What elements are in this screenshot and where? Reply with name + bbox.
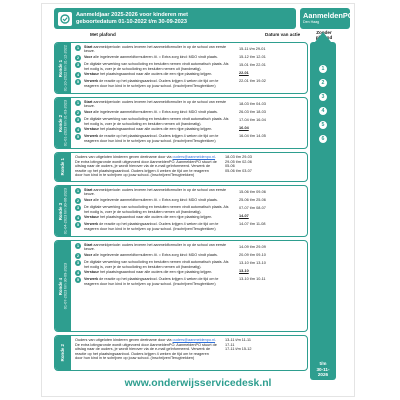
timeline-end-label: t/m 30-11- 2026 <box>316 361 330 377</box>
date-value: 26-03 t/m 18-03 <box>239 109 266 114</box>
date-value: 13-10 <box>239 268 249 273</box>
email-link[interactable]: ouders@aanmeldenpo.nl <box>172 338 216 342</box>
column-heading-zonder: Zonder plafond <box>315 30 333 41</box>
date-value: 25-06 t/m 25-06 <box>239 197 266 202</box>
info-text: Ouders van uitgeloten kinderen geven deelname door via ouders@aanmeldenpo.nl. De extra lotingsronde wordt uitgevoerd door AanmeldenPO. AanmeldenPO stuurt de uitslag naar de ouders, je wordt hierover via de e-mail geïnformeerd. Verwerk de reactie op het plaatsingsaanbod. Ouders krijgen 4 weken de tijd om te reageren door hun kind in te schrijven op jouw school. (Inschrijven/Terugtrekken) <box>75 155 217 178</box>
email-link[interactable]: ouders@aanmeldenpo.nl <box>172 155 216 159</box>
info-side-label: Ronde 1 <box>55 153 71 181</box>
timeline-dot: 5 <box>318 120 328 130</box>
date-value: 22-01 t/m 19-02 <box>239 78 266 83</box>
step-item: 3 De digitale verwerking van schoolloting en besluiten nemen vindt automatisch plaats. Als het nodig is, voer je de schoolloting en besluiten nemen uit (handmatig). <box>77 260 229 269</box>
timeline-dot: 1 <box>318 64 328 74</box>
date-value: 20-09 t/m 09-10 <box>239 252 266 257</box>
step-item: 1 Start aanmeldperiode: ouders leveren het aanmeldformulier in op de school van eerste keuze. <box>77 188 227 197</box>
date-value: 14-09 t/m 29-09 <box>239 244 266 249</box>
extra-round-info <box>54 335 308 371</box>
date-value: 14-07 <box>239 213 249 218</box>
step-item: 5 Verwerk de reactie op het plaatsingsaanbod. Ouders krijgen 4 weken de tijd om te reageren door hun kind in te schrijven op jouw school. (Inschrijven/Terugtrekken) <box>77 222 219 231</box>
step-item: 5 Verwerk de reactie op het plaatsingsaanbod. Ouders krijgen 4 weken de tijd om te reageren door hun kind in te schrijven op jouw school. (Inschrijven/Terugtrekken) <box>77 134 219 143</box>
date-list <box>233 188 305 235</box>
step-item: 2 Voor alle ingeleverde aanmeldformulieren 4t. = Extra zorg kind: MDO vindt plaats. <box>77 253 218 258</box>
date-value: 17-04 t/m 16-04 <box>239 117 266 122</box>
date-value: 16-04 <box>239 125 249 130</box>
round-side-label: Ronde 1 01-10-2022 t/m 31-12-2022 <box>55 43 71 93</box>
step-item: 1 Start aanmeldperiode: ouders leveren het aanmeldformulier in op de school van eerste keuze. <box>77 45 227 54</box>
date-value: 13-10 t/m 13-10 <box>239 260 266 265</box>
timeline-dot: 4 <box>318 106 328 116</box>
column-heading-control: Met plafond <box>90 32 116 37</box>
step-item: 5 Verwerk de reactie op het plaatsingsaanbod. Ouders krijgen 4 weken de tijd om te reageren door hun kind in te schrijven op jouw school. (Inschrijven/Terugtrekken) <box>77 79 219 88</box>
step-item: 3 De digitale verwerking van schoolloting en besluiten nemen vindt automatisch plaats. Als het nodig is, voer je de schoolloting en besluiten nemen uit (handmatig). <box>77 205 229 214</box>
step-item: 4 Verstuur het plaatsingsaanbod naar alle ouders die een rijpe plaatsing krijgen. <box>77 270 213 275</box>
step-list <box>75 100 233 147</box>
date-list <box>233 243 305 330</box>
date-value: 22-01 <box>239 70 249 75</box>
logo-icon <box>58 12 72 26</box>
info-dates: 13-11 t/m 11-11 17-11 17-11 t/m 15-12 <box>225 338 252 352</box>
round-section <box>54 185 308 237</box>
step-item: 2 Voor alle ingeleverde aanmeldformulieren 4t. = Extra zorg kind: MDO vindt plaats. <box>77 198 218 203</box>
date-list <box>233 100 305 147</box>
date-value: 14-07 t/m 11-08 <box>239 221 266 226</box>
column-heading-dates: Datum van actie <box>265 32 301 37</box>
header-banner <box>54 8 296 29</box>
round-section <box>54 240 308 332</box>
timeline-dot: 2 <box>318 78 328 88</box>
brand-box: AanmeldenPO Den Haag <box>300 8 350 29</box>
round-section <box>54 97 308 149</box>
timeline-dot: 6 <box>318 134 328 144</box>
info-dates: 18-03 t/m 29-03 29-05 t/m 02-06 05-06 05-06 t/m 03-07 <box>225 155 252 173</box>
timeline-bar <box>310 42 336 380</box>
step-list <box>75 188 233 235</box>
step-item: 1 Start aanmeldperiode: ouders leveren het aanmeldformulier in op de school van eerste keuze. <box>77 100 227 109</box>
step-list <box>75 45 233 92</box>
step-item: 5 Verwerk de reactie op het plaatsingsaanbod. Ouders krijgen 4 weken de tijd om te reageren door hun kind in te schrijven op jouw school. (Inschrijven/Terugtrekken) <box>77 277 219 286</box>
step-item: 2 Voor alle ingeleverde aanmeldformulieren 4t. = Extra zorg kind: MDO vindt plaats. <box>77 110 218 115</box>
step-item: 1 Start aanmeldperiode: ouders leveren het aanmeldformulier in op de school van eerste keuze. <box>77 243 227 252</box>
date-list <box>233 45 305 92</box>
timeline-dot: 3 <box>318 92 328 102</box>
round-section <box>54 42 308 94</box>
info-text: Ouders van uitgeloten kinderen geven deelname door via ouders@aanmeldenpo.nl. De extra lotingsronde wordt uitgevoerd door AanmeldenPO. AanmeldenPO stuurt de uitslag naar de ouders, je wordt hierover via de e-mail geïnformeerd. Verwerk de reactie op het plaatsingsaanbod. Ouders krijgen 4 weken de tijd om te reageren door hun kind in te schrijven op jouw school. (Inschrijven/Terugtrekken) <box>75 338 217 361</box>
step-item: 3 De digitale verwerking van schoolloting en besluiten nemen vindt automatisch plaats. Als het nodig is, voer je de schoolloting en besluiten nemen uit (handmatig). <box>77 117 229 126</box>
date-value: 15-06 t/m 09-06 <box>239 189 266 194</box>
step-item: 4 Verstuur het plaatsingsaanbod naar alle ouders die een rijpe plaatsing krijgen. <box>77 215 213 220</box>
step-item: 3 De digitale verwerking van schoolloting en besluiten nemen vindt automatisch plaats. Als het nodig is, voer je de schoolloting en besluiten nemen uit (handmatig). <box>77 62 229 71</box>
date-value: 13-10 t/m 10-11 <box>239 276 266 281</box>
step-list <box>75 243 233 330</box>
step-item: 4 Verstuur het plaatsingsaanbod naar alle ouders die een rijpe plaatsing krijgen. <box>77 72 213 77</box>
document-page <box>42 4 354 396</box>
round-side-label: Ronde 2 01-01-2023 t/m 31-03-2023 <box>55 98 71 148</box>
step-item: 2 Voor alle ingeleverde aanmeldformulieren 4t. = Extra zorg kind: MDO vindt plaats. <box>77 55 218 60</box>
extra-round-info <box>54 152 308 182</box>
date-value: 15-11 t/m 29-01 <box>239 46 266 51</box>
round-side-label: Ronde 3 01-04-2023 t/m 30-06-2023 <box>55 186 71 236</box>
date-value: 15-12 t/m 12-01 <box>239 54 266 59</box>
date-value: 07-07 t/m 08-07 <box>239 205 266 210</box>
step-item: 4 Verstuur het plaatsingsaanbod naar alle ouders die een rijpe plaatsing krijgen. <box>77 127 213 132</box>
info-side-label: Ronde 2 <box>55 336 71 370</box>
date-value: 15-01 t/m 22-01 <box>239 62 266 67</box>
header-title: Aanmeldjaar 2025-2026 voor kinderen met geboortedatum 01-10-2022 t/m 30-09-2023 <box>76 12 188 25</box>
date-value: 16-04 t/m 14-05 <box>239 133 266 138</box>
date-value: 18-03 t/m 04-03 <box>239 101 266 106</box>
round-side-label: Ronde 4 01-07-2023 t/m 30-09-2023 <box>55 241 71 331</box>
footer-url[interactable]: www.onderwijsservicedesk.nl <box>124 378 272 389</box>
timeline-arrow-icon <box>315 32 331 42</box>
